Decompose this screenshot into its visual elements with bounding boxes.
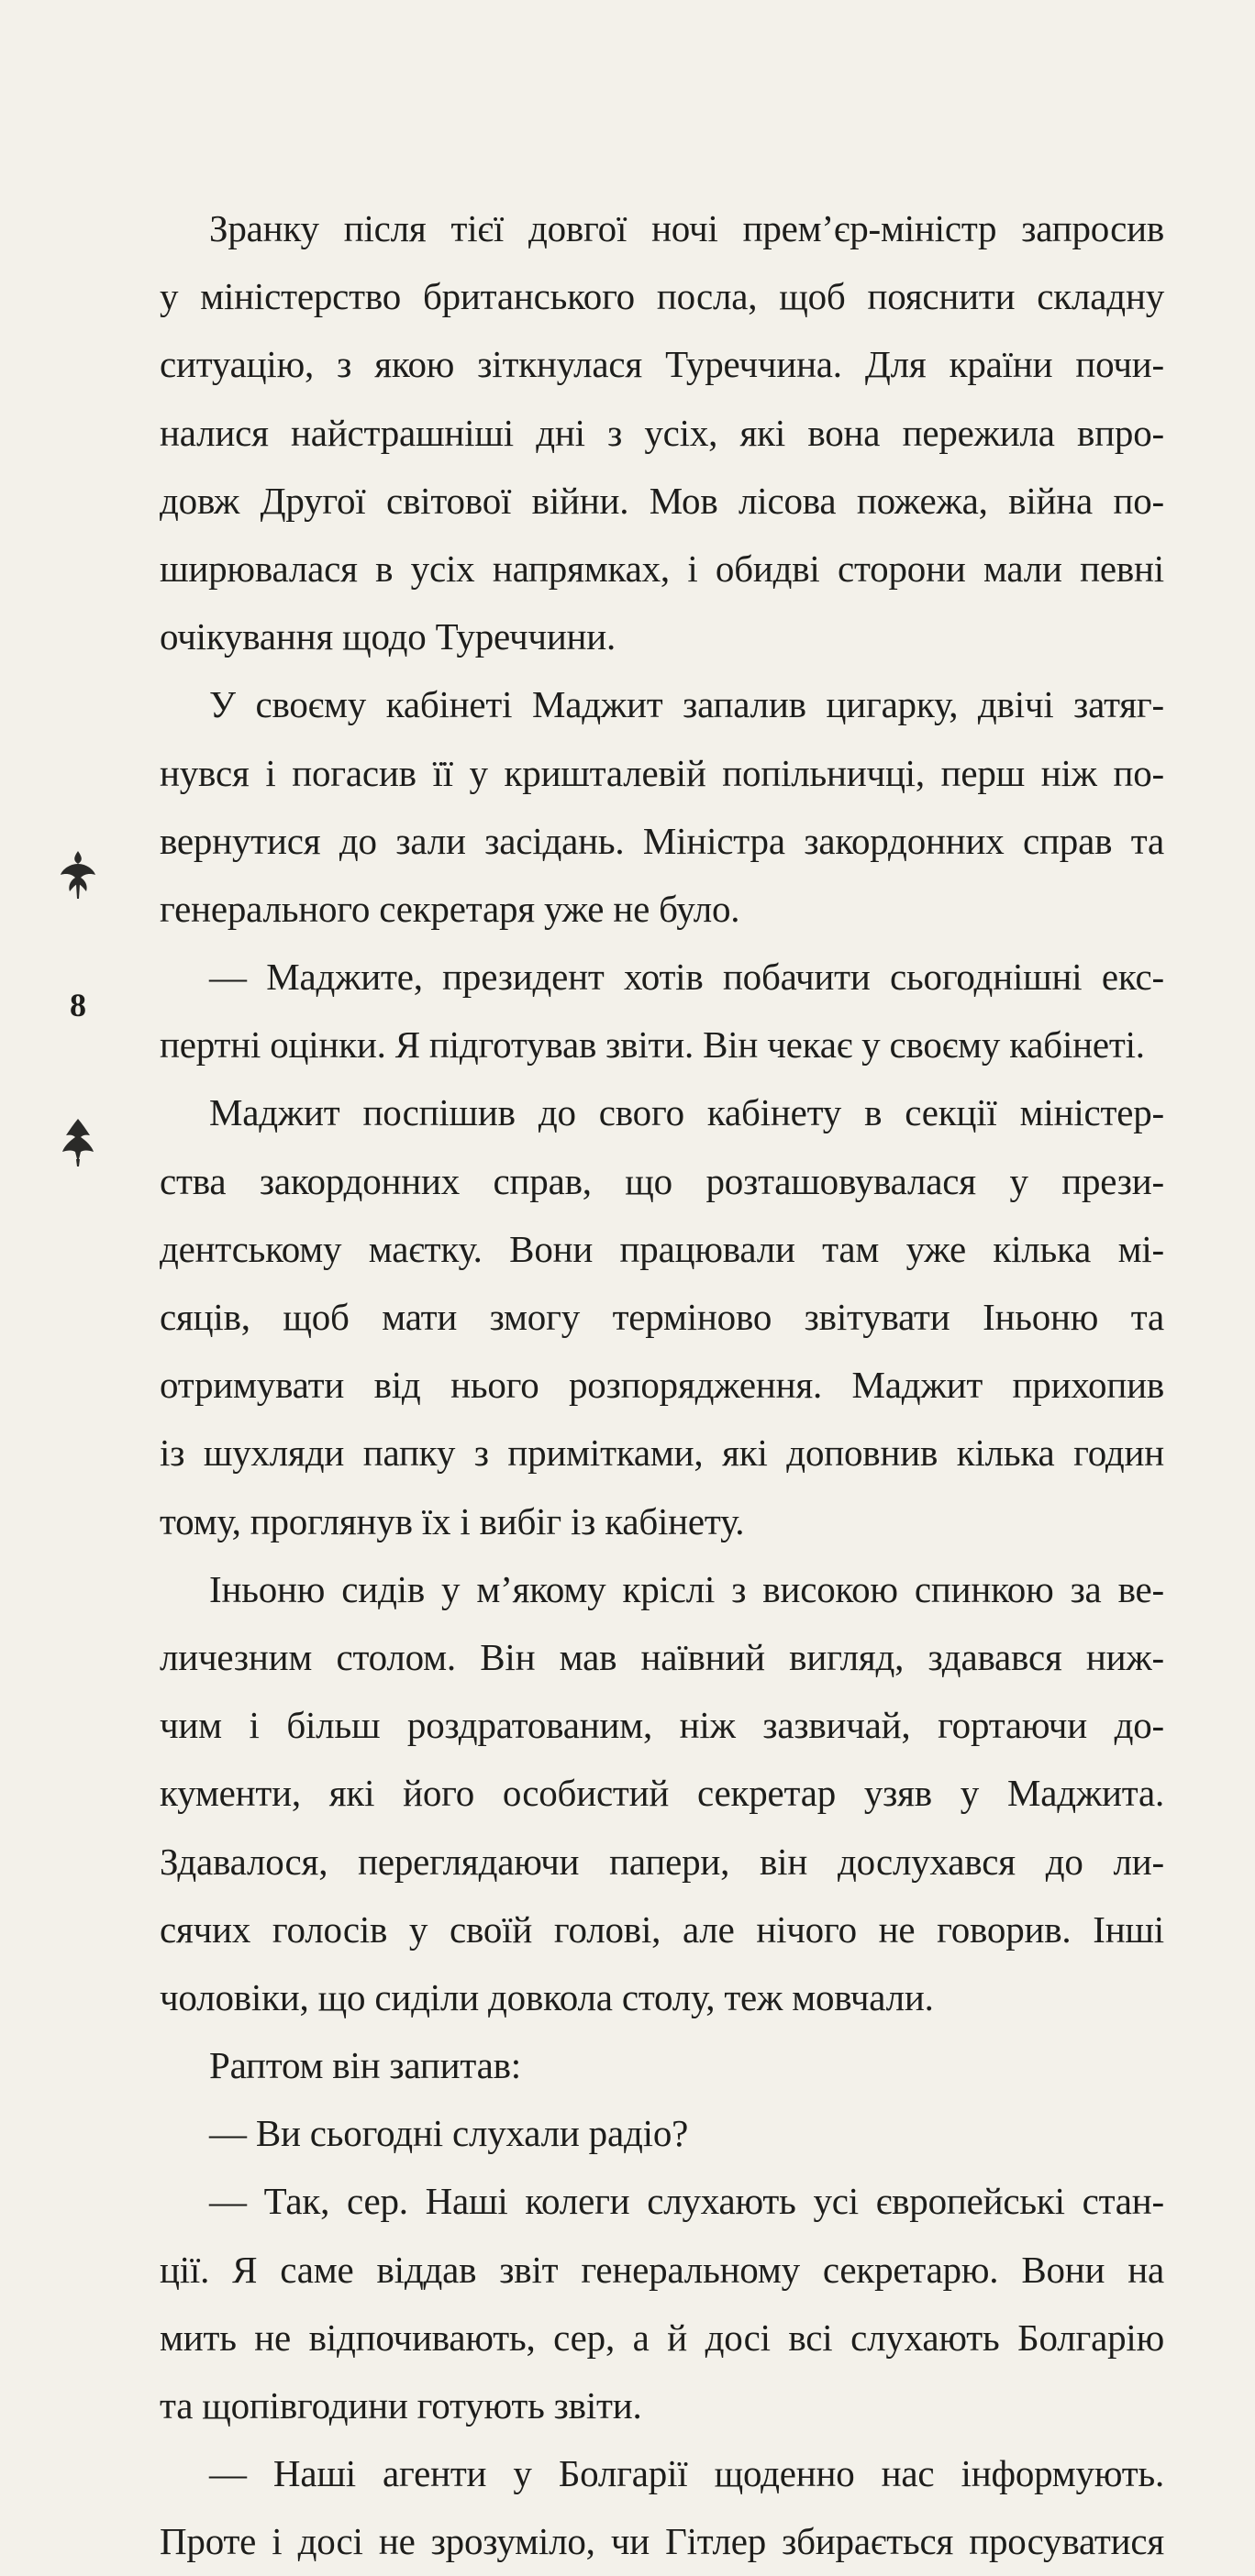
- text-line: отримувати від нього розпорядження. Маджит прихопив: [160, 1364, 1164, 1407]
- text-line: пертні оцінки. Я підготував звіти. Він чекає у своєму кабінеті.: [160, 1023, 1145, 1067]
- text-line: ситуацію, з якою зіткнулася Туреччина. Для країни почи-: [160, 343, 1164, 386]
- text-line: мить не відпочивають, сер, а й досі всі слухають Болгарію: [160, 2316, 1164, 2359]
- text-line: Раптом він запитав:: [209, 2044, 521, 2087]
- text-line: ширювалася в усіх напрямках, і обидві сторони мали певні: [160, 547, 1164, 590]
- text-line: довж Другої світової війни. Мов лісова пожежа, війна по-: [160, 479, 1164, 522]
- text-line: генерального секретаря уже не було.: [160, 887, 740, 930]
- text-line: У своєму кабінеті Маджит запалив цигарку, двічі затяг-: [209, 683, 1164, 726]
- text-line: ства закордонних справ, що розташовувалася у прези-: [160, 1159, 1164, 1202]
- text-line: вернутися до зали засідань. Міністра закордонних справ та: [160, 819, 1164, 862]
- text-line: та щопівгодини готують звіти.: [160, 2384, 642, 2427]
- text-line: сячих голосів у своїй голові, але нічого не говорив. Інші: [160, 1907, 1164, 1951]
- text-line: ції. Я саме віддав звіт генеральному секретарю. Вони на: [160, 2248, 1164, 2291]
- text-line: личезним столом. Він мав наївний вигляд, здавався ниж-: [160, 1635, 1164, 1678]
- text-line: Проте і досі не зрозуміло, чи Гітлер збирається просуватися: [160, 2520, 1164, 2563]
- text-line: — Так, сер. Наші колеги слухають усі європейські стан-: [209, 2180, 1164, 2223]
- text-line: Зранку після тієї довгої ночі прем’єр-міністр запросив: [209, 207, 1164, 249]
- page-number: 8: [70, 987, 86, 1023]
- text-line: чоловіки, що сиділи довкола столу, теж мовчали.: [160, 1975, 934, 2018]
- text-line: Здавалося, переглядаючи папери, він дослухався до ли-: [160, 1840, 1164, 1883]
- text-line: у міністерство британського посла, щоб пояснити складну: [160, 275, 1164, 318]
- text-line: сяців, щоб мати змогу терміново звітувати Іньоню та: [160, 1296, 1164, 1338]
- text-line: очікування щодо Туреччини.: [160, 615, 616, 658]
- body-text: [160, 194, 1164, 2576]
- text-line: Іньоню сидів у м’якому кріслі з високою спинкою за ве-: [209, 1567, 1164, 1610]
- fleuron-ornament-bottom: [57, 1113, 99, 1168]
- text-line: налися найстрашніші дні з усіх, які вона пережила впро-: [160, 411, 1164, 454]
- text-line: із шухляди папку з примітками, які доповнив кілька годин: [160, 1432, 1164, 1475]
- text-line: дентському маєтку. Вони працювали там уже кілька мі-: [160, 1227, 1164, 1270]
- text-line: нувся і погасив її у кришталевій попільничці, перш ніж по-: [160, 751, 1164, 794]
- text-line: — Маджите, президент хотів побачити сьогоднішні екс-: [209, 956, 1164, 999]
- text-line: — Ви сьогодні слухали радіо?: [209, 2112, 689, 2155]
- text-line: чим і більш роздратованим, ніж зазвичай, гортаючи до-: [160, 1704, 1164, 1747]
- text-line: — Наші агенти у Болгарії щоденно нас інформують.: [209, 2452, 1164, 2495]
- text-line: кументи, які його особистий секретар узяв у Маджита.: [160, 1772, 1164, 1815]
- fleuron-ornament-top: [57, 847, 99, 902]
- text-line: тому, проглянув їх і вибіг із кабінету.: [160, 1499, 745, 1542]
- text-line: Маджит поспішив до свого кабінету в секції міністер-: [209, 1091, 1164, 1134]
